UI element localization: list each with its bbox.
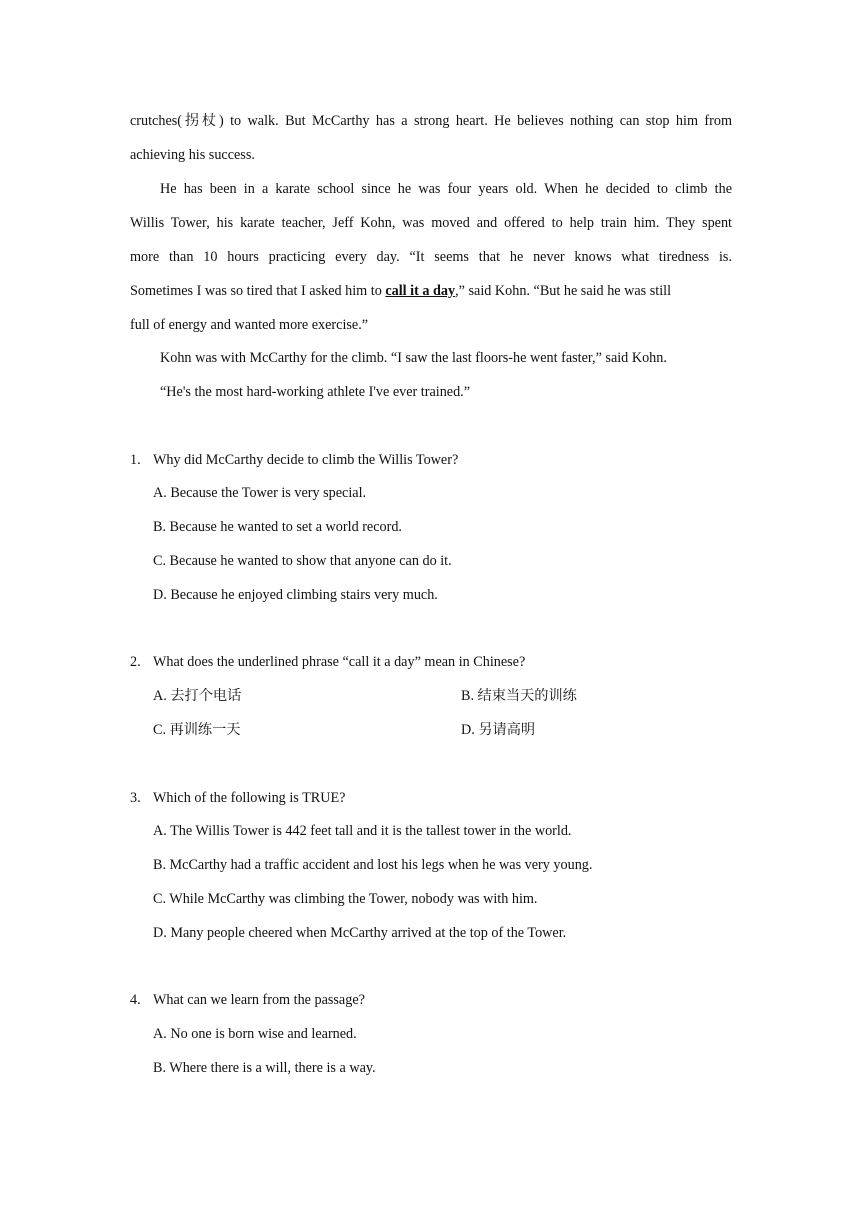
option: C. 再训练一天 — [153, 722, 241, 738]
option: B. Because he wanted to set a world record. — [153, 519, 402, 535]
question-text: Which of the following is TRUE? — [153, 790, 346, 806]
question-text: What can we learn from the passage? — [153, 992, 365, 1008]
question-1 — [130, 450, 732, 470]
passage-text: ,” said Kohn. “But he said he was still — [455, 283, 672, 299]
option: D. Many people cheered when McCarthy arrived at the top of the Tower. — [153, 925, 567, 941]
passage-line — [130, 281, 732, 301]
option: C. Because he wanted to show that anyone can do it. — [153, 553, 452, 569]
passage-line: full of energy and wanted more exercise.” — [130, 317, 369, 333]
passage-line: more than 10 hours practicing every day. “It seems that he never knows what tiredness is. — [130, 249, 732, 265]
question-4 — [130, 990, 732, 1010]
option: D. 另请高明 — [461, 722, 536, 738]
passage-line: crutches(拐杖) to walk. But McCarthy has a strong heart. He believes nothing can stop him from — [130, 113, 732, 129]
question-3 — [130, 788, 732, 808]
option: A. No one is born wise and learned. — [153, 1026, 357, 1042]
question-text: What does the underlined phrase “call it a day” mean in Chinese? — [153, 654, 526, 670]
option: D. Because he enjoyed climbing stairs very much. — [153, 587, 438, 603]
question-2 — [130, 652, 732, 672]
passage-line: achieving his success. — [130, 147, 255, 163]
question-number: 1. — [130, 452, 141, 468]
passage-line: “He's the most hard-working athlete I've ever trained.” — [160, 384, 471, 400]
question-number: 3. — [130, 790, 141, 806]
option: B. Where there is a will, there is a way. — [153, 1060, 376, 1076]
passage-line: Kohn was with McCarthy for the climb. “I saw the last floors-he went faster,” said Kohn. — [160, 350, 667, 366]
option: A. The Willis Tower is 442 feet tall and it is the tallest tower in the world. — [153, 823, 572, 839]
question-text: Why did McCarthy decide to climb the Willis Tower? — [153, 452, 459, 468]
passage-text: Sometimes I was so tired that I asked him to — [130, 283, 386, 299]
option: B. 结束当天的训练 — [461, 688, 577, 704]
option: A. 去打个电话 — [153, 688, 242, 704]
underlined-phrase: call it a day — [385, 283, 456, 299]
option: C. While McCarthy was climbing the Tower, nobody was with him. — [153, 891, 538, 907]
question-number: 2. — [130, 654, 141, 670]
question-number: 4. — [130, 992, 141, 1008]
passage-line: Willis Tower, his karate teacher, Jeff Kohn, was moved and offered to help train him. They spent — [130, 215, 732, 231]
option: B. McCarthy had a traffic accident and lost his legs when he was very young. — [153, 857, 593, 873]
option: A. Because the Tower is very special. — [153, 485, 367, 501]
passage-line: He has been in a karate school since he was four years old. When he decided to climb the — [160, 181, 732, 197]
